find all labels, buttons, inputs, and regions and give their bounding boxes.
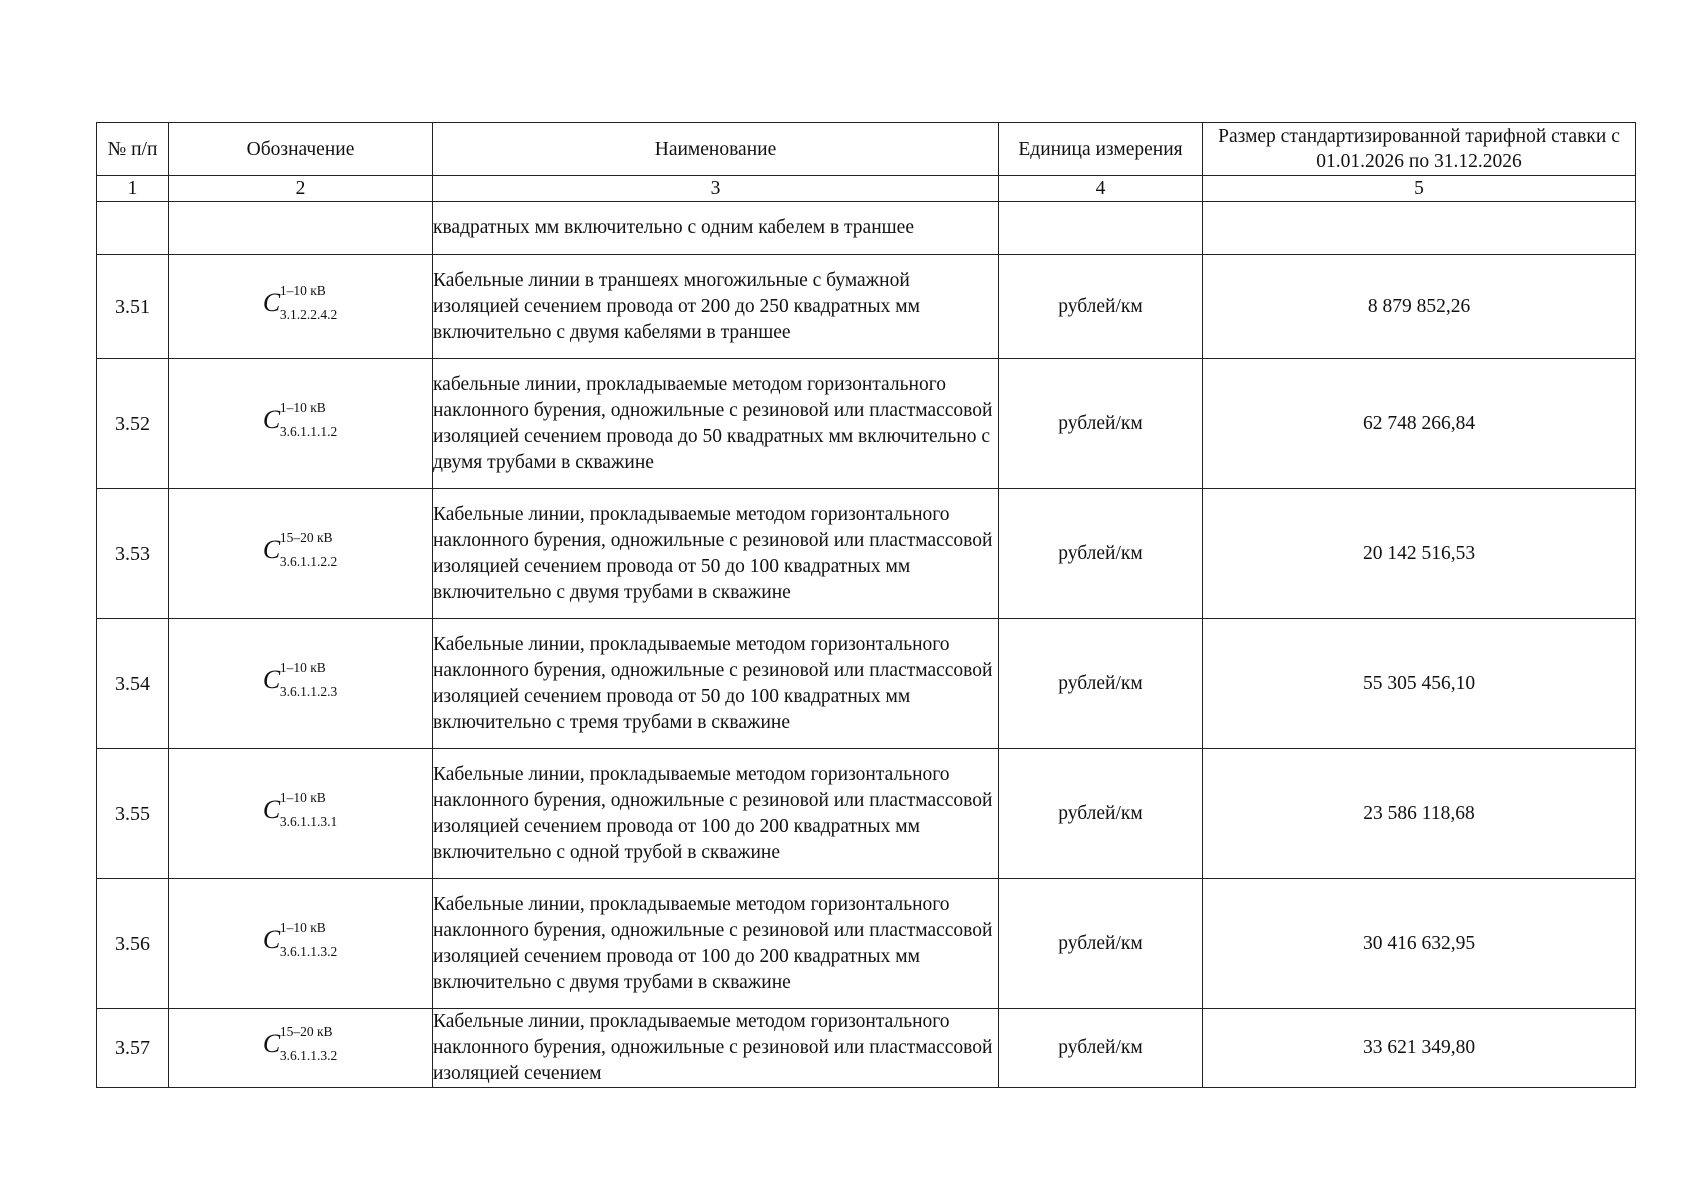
tariff-symbol: C 15–20 кВ 3.6.1.1.2.2	[262, 529, 338, 569]
header-no: № п/п	[97, 123, 169, 176]
symbol-subscript: 3.6.1.1.2.2	[279, 553, 338, 569]
row-unit: рублей/км	[999, 619, 1203, 749]
tariff-symbol: C 1–10 кВ 3.6.1.1.3.2	[262, 919, 338, 959]
symbol-superscript: 15–20 кВ	[279, 529, 333, 545]
row-number: 3.54	[97, 619, 169, 749]
row-designation	[169, 879, 433, 1009]
symbol-superscript: 15–20 кВ	[279, 1024, 333, 1039]
row-name: Кабельные линии в траншеях многожильные с бумажной изоляцией сечением провода от 200 до 250 квадратных мм включительно с двумя кабелями в траншее	[433, 255, 999, 359]
row-designation	[169, 489, 433, 619]
row-unit	[999, 202, 1203, 255]
row-unit: рублей/км	[999, 255, 1203, 359]
table-row	[97, 1009, 1636, 1088]
row-name: квадратных мм включительно с одним кабелем в траншее	[433, 202, 999, 255]
symbol-subscript: 3.6.1.1.1.2	[279, 423, 338, 439]
table-row	[97, 749, 1636, 879]
table-row	[97, 359, 1636, 489]
symbol-superscript: 1–10 кВ	[279, 659, 326, 675]
row-designation	[169, 1009, 433, 1088]
header-designation: Обозначение	[169, 123, 433, 176]
tariff-symbol: C 15–20 кВ 3.6.1.1.3.2	[262, 1024, 338, 1063]
symbol-superscript: 1–10 кВ	[279, 399, 326, 415]
table-row	[97, 879, 1636, 1009]
symbol-subscript: 3.1.2.2.4.2	[279, 306, 338, 322]
row-unit: рублей/км	[999, 359, 1203, 489]
row-designation	[169, 359, 433, 489]
row-designation	[169, 749, 433, 879]
row-name: Кабельные линии, прокладываемые методом горизонтального наклонного бурения, одножильные с резиновой или пластмассовой изоляцией сечением	[433, 1009, 999, 1088]
table-row	[97, 489, 1636, 619]
column-number: 5	[1203, 176, 1636, 202]
row-designation	[169, 255, 433, 359]
header-name: Наименование	[433, 123, 999, 176]
row-number: 3.51	[97, 255, 169, 359]
column-number: 1	[97, 176, 169, 202]
row-name: Кабельные линии, прокладываемые методом горизонтального наклонного бурения, одножильные с резиновой или пластмассовой изоляцией сечением провода от 100 до 200 квадратных мм включительно с двумя трубами в скважине	[433, 879, 999, 1009]
column-number: 2	[169, 176, 433, 202]
row-unit: рублей/км	[999, 489, 1203, 619]
row-value: 8 879 852,26	[1203, 255, 1636, 359]
row-number: 3.57	[97, 1009, 169, 1088]
table-header-row	[97, 123, 1636, 176]
column-number: 3	[433, 176, 999, 202]
column-number-row	[97, 176, 1636, 202]
row-name: Кабельные линии, прокладываемые методом горизонтального наклонного бурения, одножильные с резиновой или пластмассовой изоляцией сечением провода от 50 до 100 квадратных мм включительно с тремя трубами в скважине	[433, 619, 999, 749]
tariff-symbol: C 1–10 кВ 3.6.1.1.1.2	[262, 399, 338, 439]
row-unit: рублей/км	[999, 879, 1203, 1009]
symbol-subscript: 3.6.1.1.3.1	[279, 813, 338, 829]
symbol-subscript: 3.6.1.1.2.3	[279, 683, 338, 699]
row-designation	[169, 202, 433, 255]
symbol-superscript: 1–10 кВ	[279, 919, 326, 935]
table-row	[97, 255, 1636, 359]
row-value	[1203, 202, 1636, 255]
row-designation	[169, 619, 433, 749]
row-name: Кабельные линии, прокладываемые методом горизонтального наклонного бурения, одножильные с резиновой или пластмассовой изоляцией сечением провода от 100 до 200 квадратных мм включительно с одной трубой в скважине	[433, 749, 999, 879]
tariff-symbol: C 1–10 кВ 3.1.2.2.4.2	[262, 282, 338, 322]
row-name: кабельные линии, прокладываемые методом горизонтального наклонного бурения, одножильные с резиновой или пластмассовой изоляцией сечением провода до 50 квадратных мм включительно с двумя трубами в скважине	[433, 359, 999, 489]
tariff-symbol: C 1–10 кВ 3.6.1.1.2.3	[262, 659, 338, 699]
row-value: 30 416 632,95	[1203, 879, 1636, 1009]
header-unit: Единица измерения	[999, 123, 1203, 176]
symbol-subscript: 3.6.1.1.3.2	[279, 943, 338, 959]
tariff-symbol: C 1–10 кВ 3.6.1.1.3.1	[262, 789, 338, 829]
tariff-table	[96, 122, 1636, 1088]
row-number	[97, 202, 169, 255]
row-value: 23 586 118,68	[1203, 749, 1636, 879]
symbol-superscript: 1–10 кВ	[279, 789, 326, 805]
symbol-superscript: 1–10 кВ	[279, 282, 326, 298]
row-value: 55 305 456,10	[1203, 619, 1636, 749]
row-unit: рублей/км	[999, 1009, 1203, 1088]
row-value: 20 142 516,53	[1203, 489, 1636, 619]
table-row	[97, 619, 1636, 749]
column-number: 4	[999, 176, 1203, 202]
row-number: 3.55	[97, 749, 169, 879]
row-name: Кабельные линии, прокладываемые методом горизонтального наклонного бурения, одножильные с резиновой или пластмассовой изоляцией сечением провода от 50 до 100 квадратных мм включительно с двумя трубами в скважине	[433, 489, 999, 619]
row-number: 3.53	[97, 489, 169, 619]
row-value: 33 621 349,80	[1203, 1009, 1636, 1088]
table-row	[97, 202, 1636, 255]
row-value: 62 748 266,84	[1203, 359, 1636, 489]
row-number: 3.52	[97, 359, 169, 489]
symbol-subscript: 3.6.1.1.3.2	[279, 1048, 338, 1063]
row-unit: рублей/км	[999, 749, 1203, 879]
header-rate: Размер стандартизированной тарифной ставки с 01.01.2026 по 31.12.2026	[1203, 123, 1636, 176]
row-number: 3.56	[97, 879, 169, 1009]
